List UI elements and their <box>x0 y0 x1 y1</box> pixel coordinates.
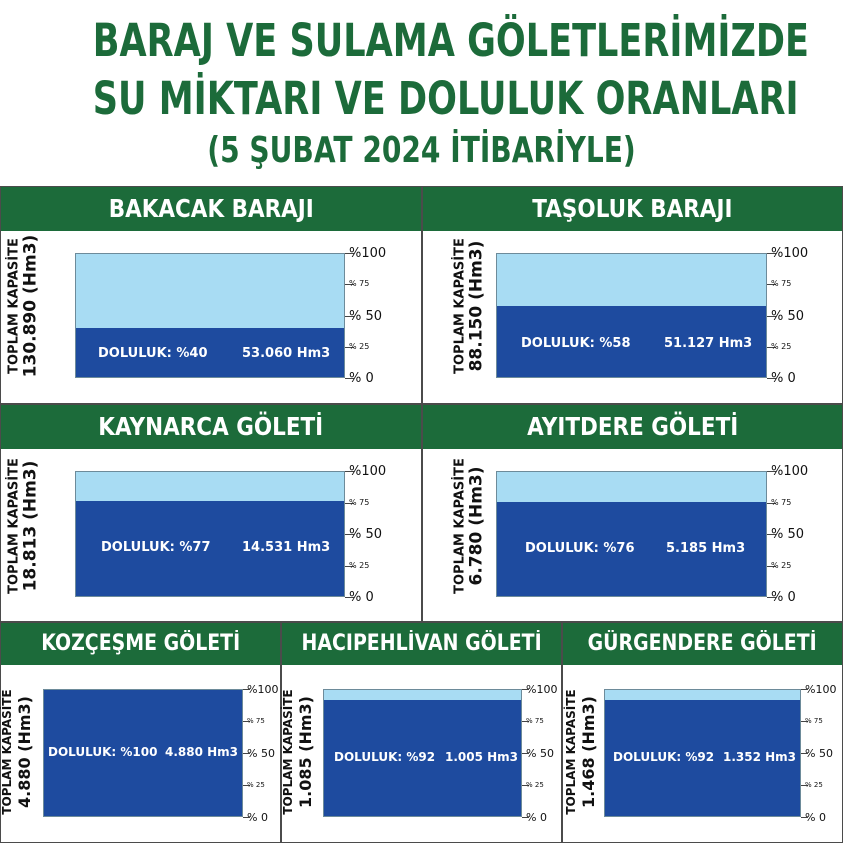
scale-label: % 75 <box>771 498 792 507</box>
scale-label: % 0 <box>771 589 796 605</box>
doluluk-text: DOLULUK: %100 <box>48 745 158 759</box>
capacity-value: 1.468 (Hm3) <box>579 696 598 808</box>
reservoir-title <box>563 623 842 665</box>
doluluk-text: DOLULUK: %40 <box>98 346 208 361</box>
scale-label: % 25 <box>349 342 370 351</box>
capacity-label <box>452 224 488 389</box>
reservoir-title-text: KOZÇEŞME GÖLETİ <box>41 631 240 656</box>
doluluk-text: DOLULUK: %58 <box>521 336 631 351</box>
doluluk-text: DOLULUK: %92 <box>613 750 715 765</box>
water-tank-gauge <box>323 689 522 817</box>
water-tank-gauge <box>496 253 767 378</box>
capacity-caption: TOPLAM KAPASİTE <box>0 689 14 815</box>
volume-text: 1.005 Hm3 <box>445 750 519 765</box>
scale-label: % 0 <box>349 370 374 386</box>
capacity-caption: TOPLAM KAPASİTE <box>564 689 578 815</box>
scale-label: % 75 <box>805 716 823 725</box>
capacity-value: 4.880 (Hm3) <box>15 696 34 808</box>
scale-label: % 0 <box>805 810 826 824</box>
capacity-label <box>281 682 317 822</box>
scale-label: % 25 <box>771 561 792 570</box>
reservoir-title-text: AYITDERE GÖLETİ <box>526 412 739 441</box>
reservoir-title-text: TAŞOLUK BARAJI <box>532 194 733 223</box>
water-tank-gauge <box>604 689 801 817</box>
scale-label: % 50 <box>349 526 383 542</box>
capacity-caption: TOPLAM KAPASİTE <box>6 238 21 374</box>
volume-text: 53.060 Hm3 <box>242 346 331 361</box>
capacity-caption: TOPLAM KAPASİTE <box>281 689 295 815</box>
scale-label: % 25 <box>805 780 823 789</box>
scale-label: %100 <box>771 245 809 261</box>
volume-text: 5.185 Hm3 <box>666 541 746 557</box>
scale-label: % 0 <box>771 370 796 386</box>
reservoir-title-text: BAKACAK BARAJI <box>108 194 314 223</box>
title-line-1: BARAJ VE SULAMA GÖLETLERİMİZDE <box>92 14 810 67</box>
capacity-label <box>6 224 42 389</box>
title-line-2: SU MİKTARI VE DOLULUK ORANLARI <box>92 72 799 125</box>
capacity-label <box>452 444 488 609</box>
scale-label: % 75 <box>247 716 265 725</box>
capacity-value: 6.780 (Hm3) <box>466 466 486 586</box>
scale-label: %100 <box>771 463 809 479</box>
capacity-caption: TOPLAM KAPASİTE <box>6 458 21 594</box>
scale-label: % 75 <box>771 279 792 288</box>
scale-label: %100 <box>349 463 387 479</box>
capacity-value: 88.150 (Hm3) <box>466 240 486 372</box>
reservoir-title <box>282 623 561 665</box>
scale-label: % 50 <box>526 746 554 760</box>
scale-label: % 0 <box>526 810 547 824</box>
scale-label: % 50 <box>771 526 805 542</box>
water-tank-gauge <box>75 253 345 378</box>
capacity-label <box>0 682 36 822</box>
volume-text: 1.352 Hm3 <box>723 750 797 765</box>
volume-text: 4.880 Hm3 <box>165 745 239 759</box>
doluluk-text: DOLULUK: %92 <box>334 750 436 765</box>
scale-label: % 25 <box>349 561 370 570</box>
infographic-header <box>0 0 843 186</box>
reservoir-title-text: GÜRGENDERE GÖLETİ <box>587 631 818 656</box>
volume-text: 51.127 Hm3 <box>664 336 753 351</box>
doluluk-text: DOLULUK: %77 <box>101 540 211 556</box>
scale-label: %100 <box>349 245 387 261</box>
water-tank-gauge <box>75 471 345 597</box>
scale-label: %100 <box>805 682 837 696</box>
water-tank-gauge <box>43 689 243 817</box>
reservoir-title-text: HACIPEHLİVAN GÖLETİ <box>301 631 542 656</box>
scale-label: % 0 <box>247 810 268 824</box>
scale-label: %100 <box>526 682 558 696</box>
capacity-value: 130.890 (Hm3) <box>20 234 40 378</box>
capacity-label <box>6 444 42 609</box>
capacity-label <box>564 682 600 822</box>
scale-label: % 25 <box>771 342 792 351</box>
scale-label: % 50 <box>349 308 383 324</box>
scale-label: % 25 <box>526 780 544 789</box>
doluluk-text: DOLULUK: %76 <box>525 541 635 557</box>
scale-label: % 75 <box>349 279 370 288</box>
volume-text: 14.531 Hm3 <box>242 540 331 556</box>
capacity-value: 1.085 (Hm3) <box>296 696 315 808</box>
scale-label: % 75 <box>526 716 544 725</box>
scale-label: % 50 <box>805 746 833 760</box>
water-tank-gauge <box>496 471 767 597</box>
scale-label: % 50 <box>771 308 805 324</box>
title-date-line: (5 ŞUBAT 2024 İTİBARİYLE) <box>207 130 636 171</box>
capacity-caption: TOPLAM KAPASİTE <box>452 238 467 374</box>
reservoir-title <box>1 405 421 449</box>
reservoir-title-text: KAYNARCA GÖLETİ <box>98 412 324 441</box>
capacity-caption: TOPLAM KAPASİTE <box>452 458 467 594</box>
scale-label: % 0 <box>349 589 374 605</box>
scale-label: % 50 <box>247 746 275 760</box>
scale-label: % 75 <box>349 498 370 507</box>
scale-label: % 25 <box>247 780 265 789</box>
capacity-value: 18.813 (Hm3) <box>20 460 40 592</box>
reservoir-title <box>1 623 280 665</box>
reservoir-title <box>423 405 842 449</box>
scale-label: %100 <box>247 682 279 696</box>
reservoir-title <box>1 187 421 231</box>
